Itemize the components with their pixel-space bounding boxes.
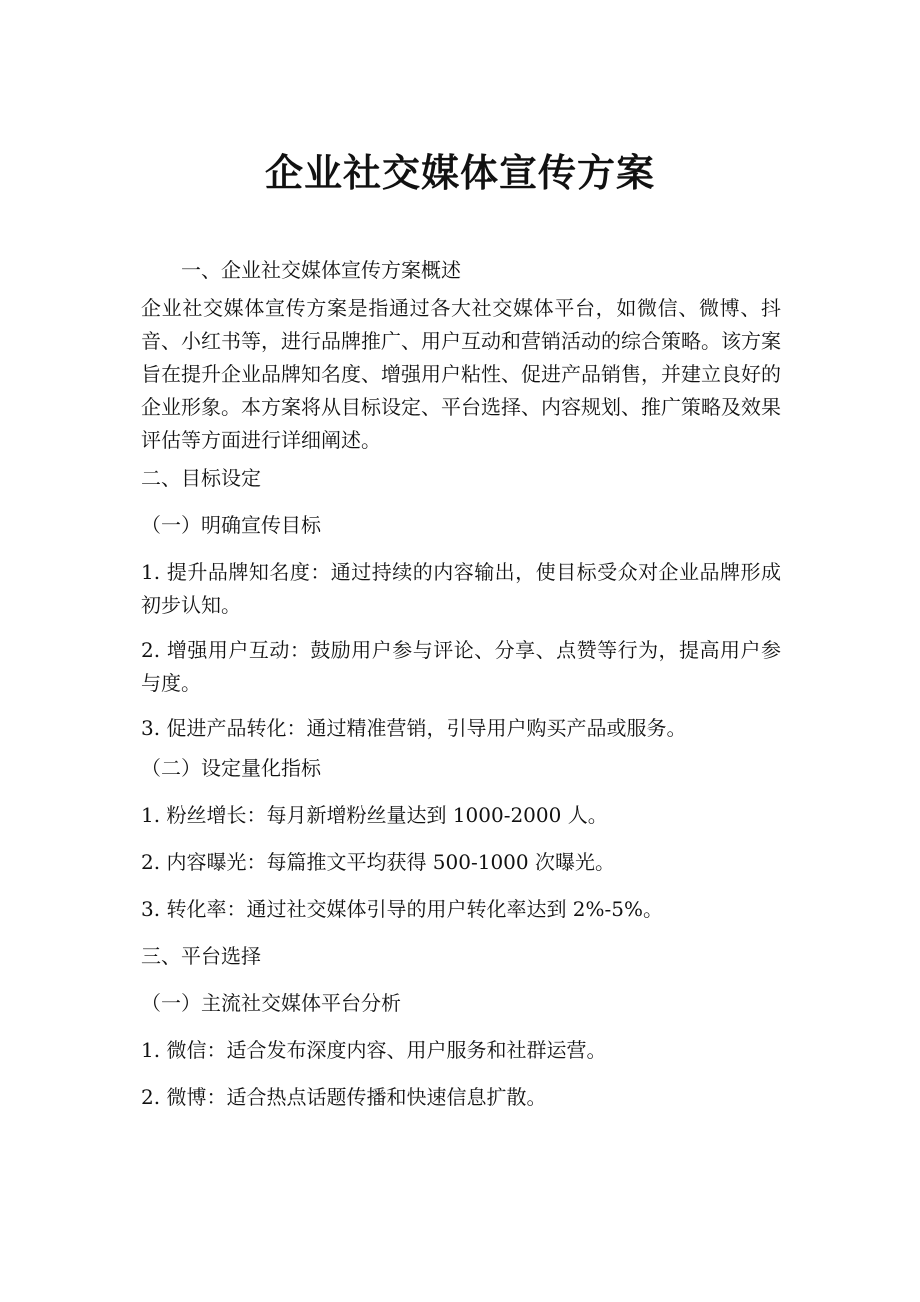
subsection-heading-metrics: （二）设定量化指标 <box>141 756 321 780</box>
metric-item-2: 2. 内容曝光：每篇推文平均获得 500-1000 次曝光。 <box>141 850 615 874</box>
subsection-heading-goals: （一）明确宣传目标 <box>141 513 321 537</box>
metric-item-3: 3. 转化率：通过社交媒体引导的用户转化率达到 2%-5%。 <box>141 897 664 921</box>
goal-item-1: 1. 提升品牌知名度：通过持续的内容输出，使目标受众对企业品牌形成初步认知。 <box>141 560 781 617</box>
platform-item-2: 2. 微博：适合热点话题传播和快速信息扩散。 <box>141 1085 547 1109</box>
metric-item-1: 1. 粉丝增长：每月新增粉丝量达到 1000-2000 人。 <box>141 803 608 827</box>
document-body <box>141 254 781 1128</box>
goal-item-2: 2. 增强用户互动：鼓励用户参与评论、分享、点赞等行为，提高用户参与度。 <box>141 638 781 695</box>
overview-paragraph: 企业社交媒体宣传方案是指通过各大社交媒体平台，如微信、微博、抖音、小红书等，进行品牌推广、用户互动和营销活动的综合策略。该方案旨在提升企业品牌知名度、增强用户粘性、促进产品销售，并建立良好的企业形象。本方案将从目标设定、平台选择、内容规划、推广策略及效果评估等方面进行详细阐述。 <box>141 296 781 452</box>
section-heading-platforms: 三、平台选择 <box>141 944 261 968</box>
subsection-heading-platform-analysis: （一）主流社交媒体平台分析 <box>141 991 401 1015</box>
platform-item-1: 1. 微信：适合发布深度内容、用户服务和社群运营。 <box>141 1038 607 1062</box>
section-heading-overview: 一、企业社交媒体宣传方案概述 <box>181 258 461 282</box>
goal-item-3: 3. 促进产品转化：通过精准营销，引导用户购买产品或服务。 <box>141 716 687 740</box>
section-heading-goals: 二、目标设定 <box>141 466 261 490</box>
document-title: 企业社交媒体宣传方案 <box>264 151 655 195</box>
